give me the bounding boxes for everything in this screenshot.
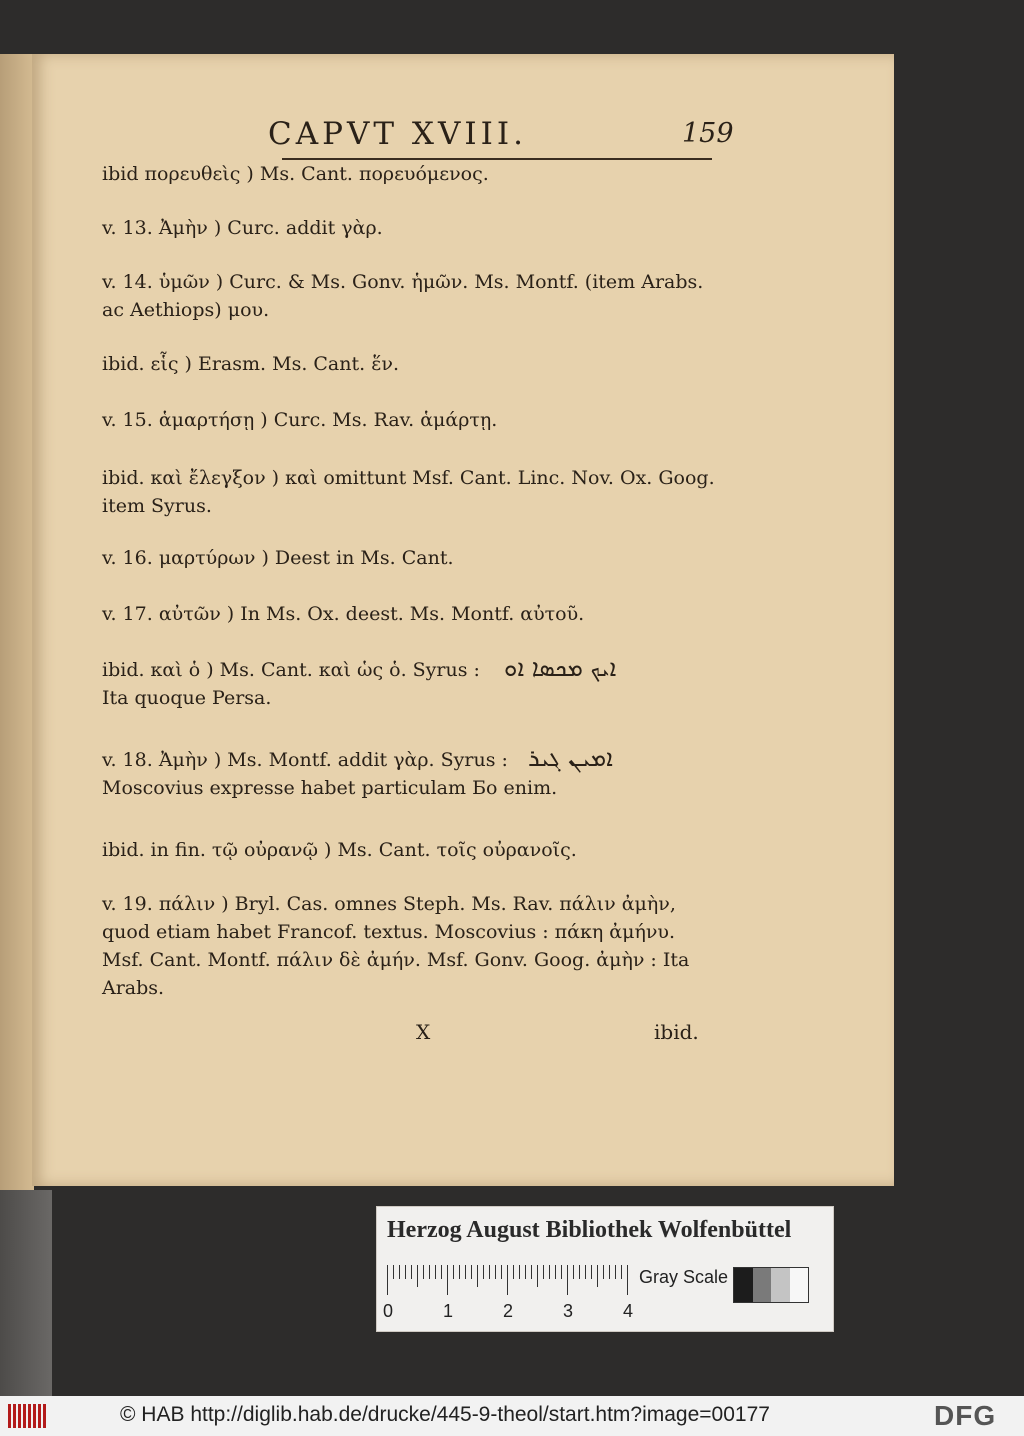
note-entry [102,350,722,378]
ruler-tick [387,1265,388,1295]
note-line: quod etiam habet Francof. textus. Moscovius : πάκη ἀμήνυ. [102,921,675,943]
ruler-tick [405,1265,406,1279]
note-entry [102,406,722,434]
ruler-tick [393,1265,394,1279]
ruler-tick [459,1265,460,1279]
note-line: v. 14. ὑμῶν ) Curc. & Ms. Gonv. ἡμῶν. Ms. Montf. (item Arabs. [102,271,704,293]
ruler-tick [573,1265,574,1279]
note-line: ibid πορευθεὶς ) Ms. Cant. πορευόμενος. [102,163,489,185]
ruler-tick [525,1265,526,1279]
ruler-tick [471,1265,472,1279]
gray-swatch [771,1268,790,1302]
note-entry [102,544,722,572]
ruler-tick [453,1265,454,1279]
note-line: Msf. Cant. Montf. πάλιν δὲ ἀμήν. Msf. Gonv. Goog. ἀμὴν : Ita [102,949,690,971]
note-line: Arabs. [102,977,165,999]
note-entry [102,654,722,712]
ruler-number: 2 [503,1301,514,1321]
ruler-tick [621,1265,622,1279]
ruler-tick [561,1265,562,1279]
ruler-tick [447,1265,448,1295]
note-text: v. 18. Ἀμὴν ) Ms. Montf. addit γὰρ. Syrus : [102,749,508,771]
viewer-footer [0,1396,1024,1436]
note-line: ibid. εἷς ) Erasm. Ms. Cant. ἕν. [102,353,399,375]
gray-scale-swatches [733,1267,809,1303]
ruler-number: 4 [623,1301,634,1321]
note-entry [102,890,722,1002]
ruler-tick [477,1265,478,1287]
ruler-tick [579,1265,580,1279]
note-line [102,654,722,684]
note-line: v. 16. μαρτύρων ) Deest in Ms. Cant. [102,547,454,569]
ruler-tick [423,1265,424,1279]
ruler-tick [513,1265,514,1279]
note-line: item Syrus. [102,495,212,517]
library-name: Herzog August Bibliothek Wolfenbüttel [387,1217,792,1243]
note-entry [102,464,722,520]
page-number: 159 [682,118,734,149]
note-text: ibid. καὶ ὁ ) Ms. Cant. καὶ ὡς ὁ. Syrus : [102,659,480,681]
note-line: Moscovius expresse habet particulam Бо enim. [102,777,558,799]
note-line: ac Aethiops) μου. [102,299,270,321]
book-page [32,54,894,1186]
note-entry [102,268,722,324]
hab-logo-icon [8,1404,48,1428]
ruler-tick [489,1265,490,1279]
ruler-tick [603,1265,604,1279]
catchword: ibid. [654,1020,699,1044]
ruler-number: 0 [383,1301,394,1321]
ruler-tick [585,1265,586,1279]
signature-mark: X [416,1020,431,1044]
note-line: v. 13. Ἀμὴν ) Curc. addit γὰρ. [102,217,383,239]
note-line: ibid. καὶ ἔλεγξον ) καὶ omittunt Msf. Cant. Linc. Nov. Ox. Goog. [102,467,715,489]
ruler-tick [417,1265,418,1287]
ruler-tick [591,1265,592,1279]
ruler-tick [615,1265,616,1279]
running-head [268,116,768,156]
note-line: ibid. in fin. τῷ οὐρανῷ ) Ms. Cant. τοῖς οὐρανοῖς. [102,839,577,861]
note-entry [102,160,722,188]
ruler-numbers [383,1301,643,1325]
gray-swatch [790,1268,809,1302]
ruler-tick [465,1265,466,1279]
gray-swatch [734,1268,753,1302]
ruler-tick [567,1265,568,1295]
copyright-link[interactable]: © HAB http://diglib.hab.de/drucke/445-9-theol/start.htm?image=00177 [120,1403,770,1426]
note-line: v. 17. αὐτῶν ) In Ms. Ox. deest. Ms. Montf. αὐτοῦ. [102,603,585,625]
ruler-tick [429,1265,430,1279]
note-line: v. 19. πάλιν ) Bryl. Cas. omnes Steph. Ms. Rav. πάλιν ἀμὴν, [102,893,676,915]
note-entry [102,214,722,242]
binding-shadow [0,1190,52,1396]
ruler-tick [507,1265,508,1295]
note-line: Ita quoque Persa. [102,687,272,709]
ruler-tick [543,1265,544,1279]
syriac-text: ܐܝܟ ܡܟܣܐ ܐܘ [503,654,617,682]
previous-page-edge [0,54,34,1194]
ruler-tick [501,1265,502,1279]
dfg-logo: DFG [934,1400,997,1431]
ruler-tick [609,1265,610,1279]
ruler-tick [483,1265,484,1279]
ruler-tick [411,1265,412,1279]
ruler-tick [627,1265,628,1295]
note-entry [102,836,722,864]
ruler-tick [549,1265,550,1279]
note-entry [102,600,722,628]
color-calibration-card [376,1206,834,1332]
note-entry [102,744,722,802]
ruler-tick [597,1265,598,1287]
gray-swatch [753,1268,772,1302]
ruler-tick [537,1265,538,1287]
ruler-tick [399,1265,400,1279]
ruler-tick [519,1265,520,1279]
chapter-title: CAPVT XVIII. [268,116,527,152]
ruler-tick [441,1265,442,1279]
ruler-number: 3 [563,1301,574,1321]
ruler-number: 1 [443,1301,454,1321]
note-line: v. 15. ἁμαρτήσῃ ) Curc. Ms. Rav. ἁμάρτῃ. [102,409,498,431]
gray-scale-label: Gray Scale [639,1267,729,1287]
scale-ruler [387,1265,631,1295]
ruler-tick [435,1265,436,1279]
ruler-tick [495,1265,496,1279]
ruler-tick [531,1265,532,1279]
note-line [102,744,722,774]
ruler-tick [555,1265,556,1279]
syriac-text: ܐܡܝܢ ܓܝܪ [527,744,613,772]
